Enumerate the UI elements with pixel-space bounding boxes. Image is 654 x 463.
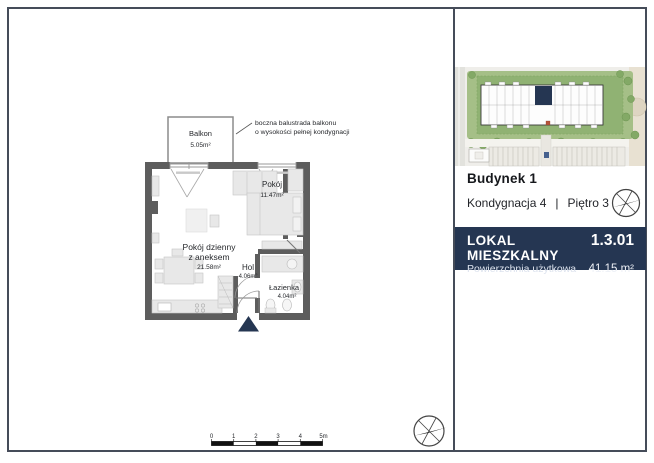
pillow xyxy=(293,217,301,231)
balcony-label: Balkon xyxy=(189,129,212,138)
scale-tick-5: 5m xyxy=(319,434,328,440)
balcony-note-line2: o wysokości pełnej kondygnacji xyxy=(255,129,350,136)
balcony-area: 5.05m² xyxy=(190,142,211,149)
building-name: Budynek 1 xyxy=(467,171,538,186)
site-entrance-marker xyxy=(546,121,550,125)
site-walkway-marker xyxy=(544,152,549,158)
living-room-area: 21.58m² xyxy=(197,264,221,271)
bedroom-label: Pokój xyxy=(261,180,283,189)
hall-wardrobe xyxy=(218,276,233,308)
separator: | xyxy=(555,196,559,210)
toilet-tank xyxy=(265,308,276,313)
site-building xyxy=(481,82,603,128)
hall-area: 4.06m² xyxy=(238,274,258,280)
shelf xyxy=(152,233,159,243)
living-room-label-2: z aneksem xyxy=(188,252,230,262)
washing-machine-icon xyxy=(287,259,297,269)
bathroom-area: 4.04m² xyxy=(277,294,297,300)
bidet-icon xyxy=(283,299,292,311)
unit-number: 1.3.01 xyxy=(590,232,634,249)
usable-area-label: Powierzchnia użytkowa xyxy=(467,263,577,275)
dresser xyxy=(262,241,302,249)
usable-area-value: 41.15 m² xyxy=(588,263,634,275)
scale-tick-2: 2 xyxy=(254,434,258,440)
tv-unit xyxy=(152,176,159,196)
chair xyxy=(195,273,203,283)
chair xyxy=(155,259,163,269)
entrance-arrow-icon xyxy=(238,316,259,332)
unit-info-block xyxy=(467,171,609,210)
balcony-outline xyxy=(168,117,233,163)
hall-label: Hol xyxy=(241,263,255,272)
site-plan-map xyxy=(455,55,646,166)
floor-label: Piętro 3 xyxy=(567,196,609,210)
floor-plan xyxy=(145,117,350,332)
scale-tick-0: 0 xyxy=(209,434,214,440)
site-highlighted-unit xyxy=(535,86,552,105)
coffee-table xyxy=(210,215,219,227)
unit-type-label: LOKAL MIESZKALNY xyxy=(467,233,559,263)
wardrobe xyxy=(288,169,303,191)
scale-tick-1: 1 xyxy=(232,434,236,440)
scale-tick-4: 4 xyxy=(298,434,302,440)
kitchen-sink xyxy=(158,303,171,311)
unit-banner xyxy=(455,227,646,275)
chair xyxy=(172,249,183,256)
annotation-leader-line xyxy=(236,123,252,134)
compass-icon xyxy=(414,416,447,446)
bedroom-area: 11.47m² xyxy=(260,192,284,199)
rug xyxy=(186,209,207,232)
site-walkway xyxy=(541,135,551,166)
scale-tick-3: 3 xyxy=(276,434,280,440)
storey-label: Kondygnacja 4 xyxy=(467,196,547,210)
balcony-note-line1: boczna balustrada balkonu xyxy=(255,120,337,127)
living-room-label-1: Pokój dzienny xyxy=(182,242,236,252)
bathroom-label: Łazienka xyxy=(268,283,300,292)
floor-info-line xyxy=(467,196,609,210)
pillow xyxy=(293,197,301,213)
site-road xyxy=(455,67,465,166)
scale-bar xyxy=(210,434,328,446)
chair xyxy=(155,273,163,283)
compass-icon-panel xyxy=(613,190,642,217)
